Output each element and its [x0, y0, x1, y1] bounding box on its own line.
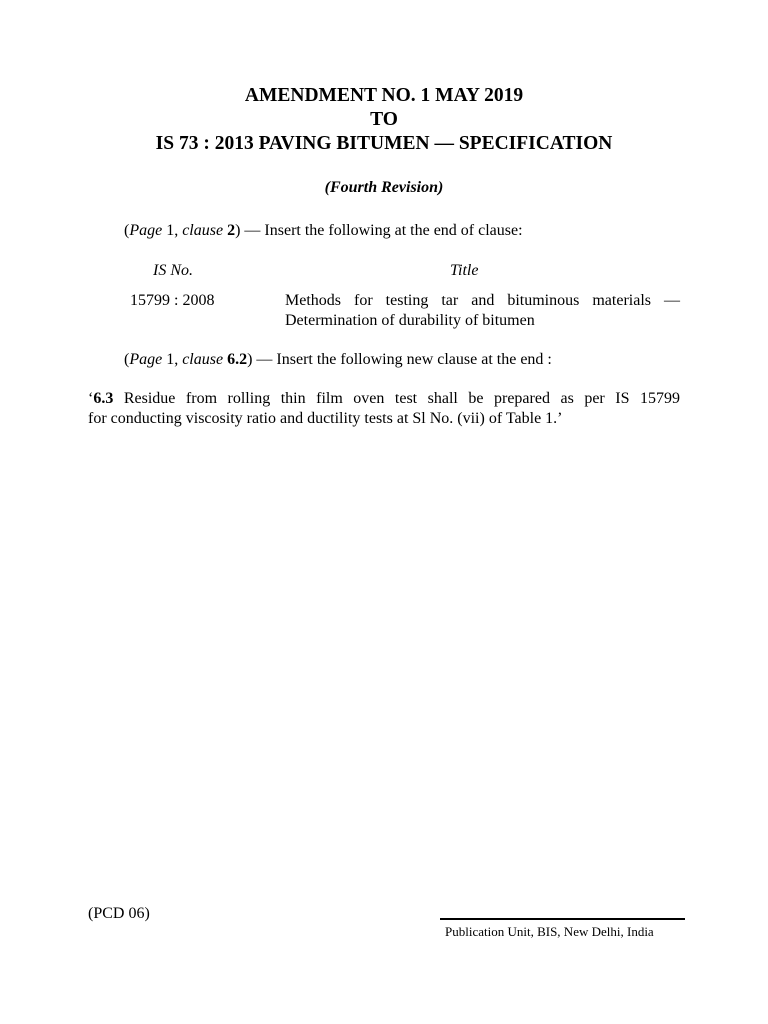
ref2-page-number: 1, — [162, 351, 183, 368]
table-cell-is-no: 15799 : 2008 — [130, 292, 215, 309]
ref2-clause-number: 6.2 — [223, 351, 248, 368]
publisher-line: Publication Unit, BIS, New Delhi, India — [445, 924, 654, 939]
table-cell-title-line1: Methods for testing tar and bituminous materials — — [285, 292, 680, 309]
ref1-open: ( — [124, 222, 130, 239]
revision-label: (Fourth Revision) — [324, 179, 444, 196]
new-clause-line1 — [88, 389, 680, 409]
new-clause-number: 6.3 — [93, 390, 114, 407]
table-header-title: Title — [450, 262, 479, 279]
footer-rule — [440, 918, 685, 920]
new-clause-6-3 — [88, 389, 680, 429]
new-clause-line1-text: Residue from rolling thin film oven test shall be prepared as per IS 15799 — [113, 390, 680, 407]
new-clause-open-quote: ‘ — [88, 390, 94, 407]
ref1-clause-number: 2 — [223, 222, 236, 239]
table-header-is-no: IS No. — [153, 262, 193, 279]
ref2-page-word: Page — [129, 351, 163, 368]
table-cell-title-line2: Determination of durability of bitumen — [285, 312, 535, 329]
ref2-open: ( — [124, 351, 130, 368]
standard-title: IS 73 : 2013 PAVING BITUMEN — SPECIFICATION — [155, 133, 613, 154]
committee-code: (PCD 06) — [88, 905, 150, 922]
title-connector: TO — [370, 109, 398, 130]
new-clause-line2: for conducting viscosity ratio and ductility tests at Sl No. (vii) of Table 1.’ — [88, 410, 563, 427]
ref1-clause-word: clause — [182, 222, 224, 239]
table-cell-title — [285, 291, 680, 331]
amendment-title: AMENDMENT NO. 1 MAY 2019 — [244, 85, 524, 106]
ref2-instruction: ) — Insert the following new clause at the end : — [247, 351, 552, 368]
clause-reference-2 — [124, 350, 552, 370]
clause-reference-1 — [124, 221, 523, 241]
ref1-instruction: ) — Insert the following at the end of clause: — [235, 222, 523, 239]
ref1-page-word: Page — [129, 222, 163, 239]
ref2-clause-word: clause — [182, 351, 224, 368]
ref1-page-number: 1, — [162, 222, 183, 239]
